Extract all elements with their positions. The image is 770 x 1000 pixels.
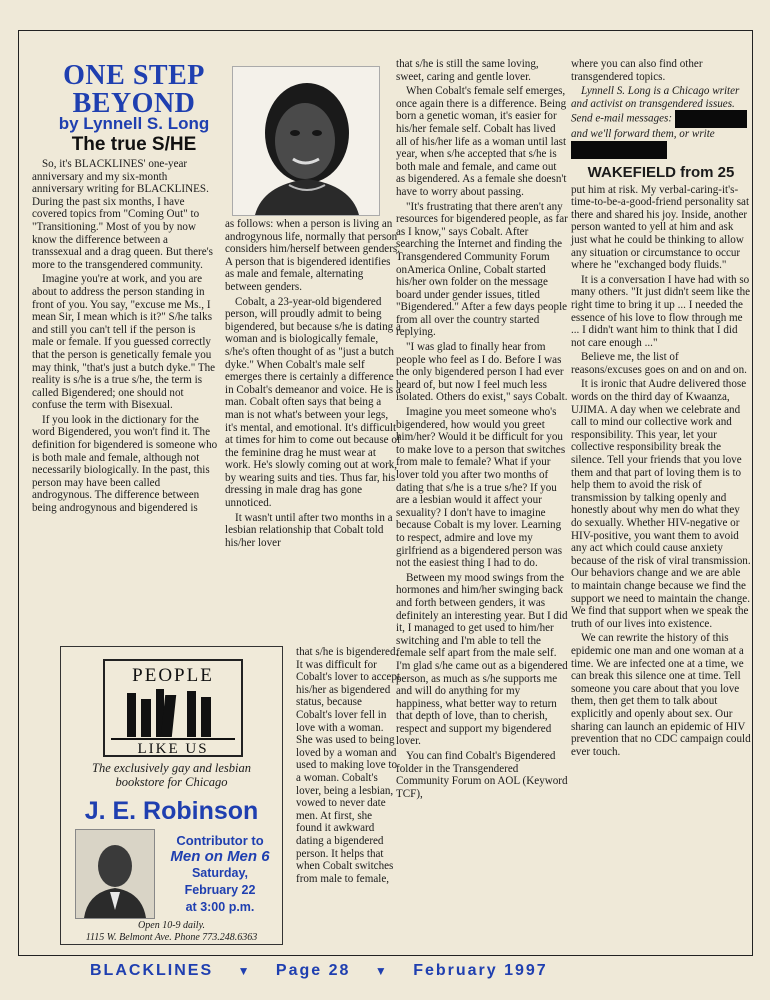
ad-line-book: Men on Men 6	[170, 848, 270, 865]
paragraph: Cobalt, a 23-year-old bigendered person, will proudly admit to being bigendered, but because s/he is dating a woman and is biologically female, s/he's often thought of as "just a butch dyke." When Cobalt's male self emerges there is certainly a difference in Cobalt's demeanor and voice. He is a man. Cobalt often says that being a man is not what's between your legs, it's mental, and emotional. It's difficult at times for him to come out because of the feminine drag he must wear at work. He's slowly coming out at work, by wearing suits and ties. Thus far, his dressing in male drag has gone unnoticed.	[225, 295, 401, 510]
bookstore-ad	[60, 646, 283, 945]
author-bio-text-2: and we'll forward them, or write	[571, 128, 715, 141]
paragraph: Between my mood swings from the hormones and him/her swinging back and forth between genders, it was definitely an interesting year. But I did it, I managed to get used to him/her switching and I'm able to tell the female self apart from the male self. I'm glad s/he came out as a bigendered person, as much as s/he supports me and will do anything for my happiness, what better way to return that depth of love, than to cherish, respect and support my bigendered lover.	[396, 571, 568, 748]
author-bio	[571, 85, 751, 159]
author-portrait-image	[233, 67, 379, 215]
ad-author-photo	[75, 829, 155, 919]
paragraph: It is a conversation I have had with so many others. "It just didn't seem like the right time to bring it up ... I needed the essence of his love to flow through me ... I didn't want him to think that I did not care enough ..."	[571, 273, 751, 349]
paragraph: You can find Cobalt's Bigendered folder in the Transgendered Community Forum on AOL (Keyword TCF),	[396, 750, 568, 800]
logo-bottom-text: LIKE US	[137, 741, 209, 757]
paragraph: as follows: when a person is living an androgynous life, normally that person considers him/herself between genders. A person that is bigendered identifies as male and female, alternating between genders.	[225, 218, 400, 293]
logo-top-text: PEOPLE	[132, 665, 214, 686]
paragraph: that s/he is bigendered. It was difficult for Cobalt's lover to accept his/her as bigendered status, because Cobalt's lover fell in love with a woman. She was used to being loved by a woman and used to making love to a woman. Cobalt's lover, being a lesbian, vowed to never date men. At first, she found it awkward dating a bigendered person. It helps that when Cobalt switches from male to female,	[296, 646, 400, 885]
author-bio-text: Lynnell S. Long is a Chicago writer and activist on transgendered issues. Send e-mail messages:	[571, 85, 740, 125]
ad-author-name: J. E. Robinson	[84, 797, 259, 825]
ad-tagline: The exclusively gay and lesbian bookstore for Chicago	[92, 761, 251, 789]
publication-name: BLACKLINES	[90, 962, 214, 979]
continued-headline: WAKEFIELD from 25	[587, 163, 735, 181]
page-number: Page 28	[275, 962, 351, 979]
paragraph: If you look in the dictionary for the word Bigendered, you won't find it. The definition for bigendered is someone who is both male and female, although not necessarily biologically. In the past, this person may have been called androgynous. The difference between being androgynous and bigendered is	[32, 413, 218, 515]
author-photo	[232, 66, 380, 216]
people-like-us-logo	[103, 659, 243, 757]
paragraph: that s/he is still the same loving, sweet, caring and gentle lover.	[396, 58, 539, 83]
paragraph: Imagine you're at work, and you are about to address the person standing in front of you. You say, "excuse me Ms., I mean Sir, I mean which is it?" S/he talks and still you can't tell if the person is male or female. If you guessed correctly that the person is genetically female you may think, "that's just a butch dyke." The reality is s/he is a true s/he, the term is called Bigendered; one should not confuse the term with Bisexual.	[32, 273, 216, 412]
paragraph: Believe me, the list of reasons/excuses goes on and on and on.	[571, 351, 747, 376]
redacted-address	[571, 141, 667, 159]
triangle-icon: ▼	[374, 964, 389, 978]
column-1	[32, 158, 218, 517]
paragraph: It wasn't until after two months in a lesbian relationship that Cobalt told his/her lover	[225, 511, 393, 549]
paragraph: It is ironic that Audre delivered those words on the third day of Kwaanza, UJIMA. A day when we celebrate and call to mind our collective work and responsibility. This year, let your collective responsibility break the silence. Tell your friends that you love them and that part of loving them is to help them to avoid the risk of transmission by talking openly and honestly about why men do what they do sexually. Whether HIV-negative or HIV-positive, you want them to avoid any act which could cause anxiety because of the risk of viral transmission. Our behaviors change and we are able to maintain change because we find the support we need to maintain the change. We find that support when we speak the truth of our lives into existence.	[571, 378, 751, 630]
ad-footer	[61, 920, 282, 944]
paragraph: "I was glad to finally hear from people who feel as I do. Before I was the only bigendered person I had ever heard of, but now I feel much less isolated. Others do exist," says Cobalt.	[396, 341, 568, 404]
ad-event-info	[161, 833, 279, 916]
column-3	[396, 58, 568, 802]
byline: by Lynnell S. Long	[58, 114, 210, 133]
paragraph: When Cobalt's female self emerges, once again there is a difference. Being born a genetic woman, it's easier for his/her female self. Cobalt has lived all of his/her life as a woman until last year, when s/he accepted that s/he is both male and female, and came out as bigendered. As a female she doesn't have to worry about passing.	[396, 85, 567, 198]
ad-line-date: February 22	[184, 883, 256, 897]
paragraph: put him at risk. My verbal-caring-it's-time-to-be-a-good-friend personality sat there and shared his joy. Inside, another person wanted to yell at him and ask just what he could be thinking to allow any situation or circumstance to occur where he "exchanged body fluids."	[571, 183, 750, 272]
ad-line-day: Saturday,	[191, 866, 249, 880]
paragraph: where you can also find other transgendered topics.	[571, 58, 703, 83]
page-footer	[90, 962, 730, 980]
paragraph: We can rewrite the history of this epidemic one man and one woman at a time. We are infected one at a time, we can break this silence one at time. Tell someone you care about that you love them, then get them to talk about explicitly and openly about sex. Our sharing can launch an epidemic of HIV prevention that no CDC campaign could ever touch.	[571, 632, 751, 758]
ad-portrait-image	[76, 830, 154, 918]
redacted-email	[675, 110, 747, 128]
paragraph: So, it's BLACKLINES' one-year anniversary and my six-month anniversary writing for BLACKLINES. During the past six months, I have covered topics from "Coming Out" to "Transitioning." Most of you by now know the difference between a transsexual and a drag queen. But there's more to the transgendered community.	[32, 158, 213, 271]
ad-line-contributor: Contributor to	[176, 833, 264, 848]
column-2	[225, 218, 401, 551]
article-title: The true S/HE	[71, 134, 197, 155]
ad-line-time: at 3:00 p.m.	[185, 900, 255, 914]
column-4	[571, 58, 751, 760]
column-kicker: ONE STEP BEYOND	[63, 60, 205, 119]
paragraph: "It's frustrating that there aren't any resources for bigendered people, as far as I know," says Cobalt. After searching the Internet and finding the Transgendered Community Forum onAmerica Online, Cobalt started his/her own folder on the message board under gender issues, titled "Bigendered." After a few days people from all over the country started replying.	[396, 200, 568, 339]
issue-date: February 1997	[413, 962, 548, 979]
ad-hours: Open 10-9 daily.	[138, 920, 205, 931]
ad-address: 1115 W. Belmont Ave. Phone 773.248.6363	[85, 932, 258, 943]
paragraph: Imagine you meet someone who's bigendered, how would you greet him/her? Would it be difficult for you to make love to a person that switches from male to female? What if your lover told you after two months of dating that s/he is a true s/he? If you are a lesbian would it affect your sexuality? I don't have to imagine because Cobalt is my lover. Learning to respect, admire and love my girlfriend as a bigendered person was not the easiest thing I had to do.	[396, 406, 566, 570]
column-2-continued	[296, 646, 400, 887]
triangle-icon: ▼	[237, 964, 252, 978]
